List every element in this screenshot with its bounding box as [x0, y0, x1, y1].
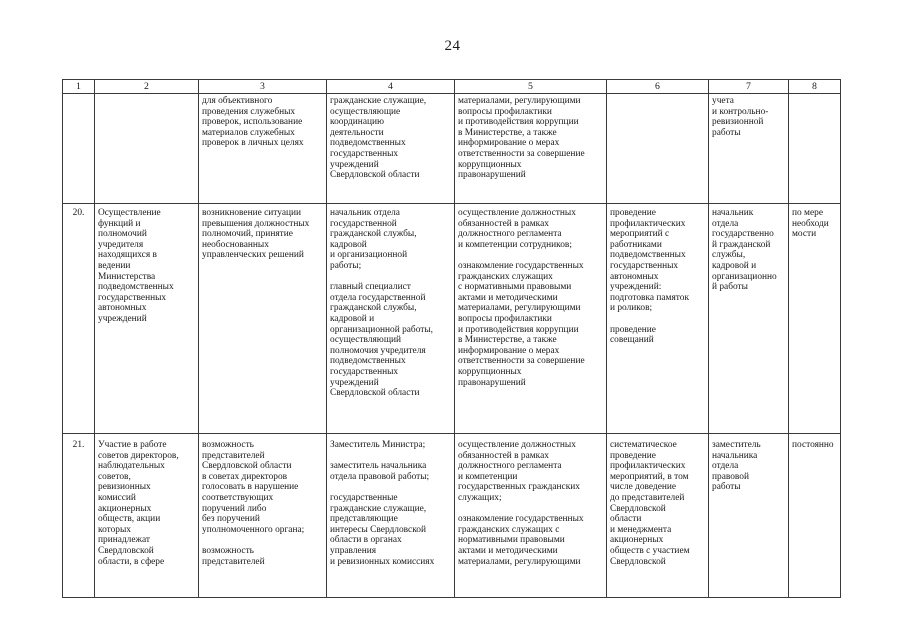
column-header: 5: [455, 80, 607, 94]
cell-risk: для объективного проведения служебных проверок, использование материалов служебных проверок в личных целях: [199, 94, 327, 204]
table-header-row: [63, 80, 841, 94]
column-header: 3: [199, 80, 327, 94]
cell-positions: начальник отдела государственной гражданской службы, кадровой и организационной работы; главный специалист отдела государственной гражданской службы, кадровой и организационной работы, осуществляющий полномочия учредителя подведомственных государственных учреждений Свердловской области: [327, 204, 455, 434]
cell-function: [95, 94, 199, 204]
column-header: 1: [63, 80, 95, 94]
cell-measures: осуществление должностных обязанностей в рамках должностного регламента и компетенции государственных гражданских служащих; ознакомление государственных гражданских служащих с нормативными правовыми актами и методическими материалами, регулирующими: [455, 434, 607, 598]
table-row-continuation: [63, 94, 841, 204]
table-row-21: [63, 434, 841, 598]
cell-responsible: заместитель начальника отдела правовой работы: [709, 434, 789, 598]
column-header: 7: [709, 80, 789, 94]
column-header: 2: [95, 80, 199, 94]
cell-number: [63, 94, 95, 204]
table-row-20: [63, 204, 841, 434]
cell-risk: возможность представителей Свердловской области в советах директоров голосовать в нарушение соответствующих поручений либо без поручений уполномоченного органа; возможность представителей: [199, 434, 327, 598]
cell-responsible: учета и контрольно- ревизионной работы: [709, 94, 789, 204]
column-header: 8: [789, 80, 841, 94]
column-header: 4: [327, 80, 455, 94]
measures-table: [62, 79, 841, 598]
cell-deadline: по мере необходи мости: [789, 204, 841, 434]
cell-number: 20.: [63, 204, 95, 434]
cell-positions: Заместитель Министра; заместитель начальника отдела правовой работы; государственные гражданские служащие, представляющие интересы Свердловской области в органах управления и ревизионных комиссиях: [327, 434, 455, 598]
cell-prevention: [607, 94, 709, 204]
cell-function: Участие в работе советов директоров, наблюдательных советов, ревизионных комиссий акционерных обществ, акции которых принадлежат Свердловской области, в сфере: [95, 434, 199, 598]
cell-function: Осуществление функций и полномочий учредителя находящихся в ведении Министерства подведомственных государственных автономных учреждений: [95, 204, 199, 434]
cell-measures: осуществление должностных обязанностей в рамках должностного регламента и компетенции сотрудников; ознакомление государственных гражданских служащих с нормативными правовыми актами и методическими материалами, регулирующими вопросы профилактики и противодействия коррупции в Министерстве, а также информирование о мерах ответственности за совершение коррупционных правонарушений: [455, 204, 607, 434]
cell-responsible: начальник отдела государственно й гражданской службы, кадровой и организационно й работы: [709, 204, 789, 434]
cell-prevention: систематическое проведение профилактических мероприятий, в том числе доведение до представителей Свердловской области и менеджмента акционерных обществ с участием Свердловской: [607, 434, 709, 598]
page-number: 24: [444, 38, 461, 54]
column-header: 6: [607, 80, 709, 94]
cell-measures: материалами, регулирующими вопросы профилактики и противодействия коррупции в Министерстве, а также информирование о мерах ответственности за совершение коррупционных правонарушений: [455, 94, 607, 204]
cell-prevention: проведение профилактических мероприятий с работниками подведомственных государственных автономных учреждений: подготовка памяток и роликов; проведение совещаний: [607, 204, 709, 434]
cell-risk: возникновение ситуации превышения должностных полномочий, принятие необоснованных управленческих решений: [199, 204, 327, 434]
cell-positions: гражданские служащие, осуществляющие координацию деятельности подведомственных государственных учреждений Свердловской области: [327, 94, 455, 204]
cell-deadline: постоянно: [789, 434, 841, 598]
cell-number: 21.: [63, 434, 95, 598]
cell-deadline: [789, 94, 841, 204]
